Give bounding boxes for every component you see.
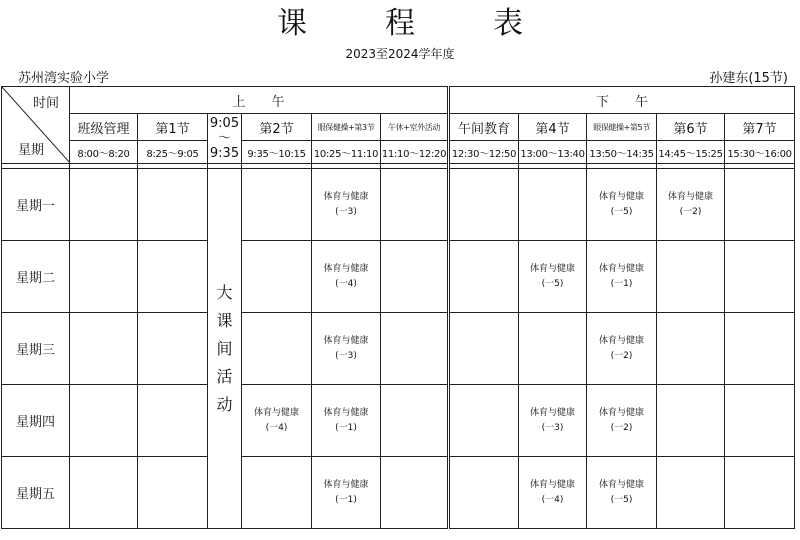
timetable bbox=[1, 86, 795, 529]
lesson-class: (一5) bbox=[610, 206, 633, 217]
school-year: 2023至2024学年度 bbox=[345, 47, 455, 61]
weekday-row bbox=[2, 385, 795, 457]
period-time: 10:25～11:10 bbox=[312, 141, 381, 164]
lesson-cell bbox=[70, 313, 138, 385]
lesson-cell bbox=[381, 457, 449, 529]
period-time: 13:50～14:35 bbox=[587, 141, 657, 164]
lesson-cell bbox=[242, 169, 312, 241]
break-time-end: 9:35 bbox=[209, 146, 240, 161]
period-name: 第2节 bbox=[242, 114, 312, 141]
lesson-cell bbox=[587, 457, 657, 529]
break-activity-char: 大 bbox=[216, 282, 233, 302]
break-activity-char: 课 bbox=[216, 310, 233, 330]
lesson-cell bbox=[381, 385, 449, 457]
corner-time-label: 时间 bbox=[32, 96, 59, 111]
lesson-cell bbox=[587, 169, 657, 241]
lesson-cell bbox=[725, 169, 795, 241]
period-time: 13:00～13:40 bbox=[519, 141, 587, 164]
lesson-cell bbox=[70, 385, 138, 457]
lesson-class: (一1) bbox=[335, 422, 357, 433]
morning-header: 上 午 bbox=[70, 87, 449, 114]
weekday-label: 星期二 bbox=[2, 241, 70, 313]
lesson-subject: 体育与健康 bbox=[323, 479, 369, 490]
lesson-class: (一3) bbox=[541, 422, 564, 433]
lesson-subject: 体育与健康 bbox=[530, 263, 576, 274]
lesson-cell bbox=[242, 385, 312, 457]
weekday-row bbox=[2, 313, 795, 385]
lesson-subject: 体育与健康 bbox=[530, 479, 576, 490]
lesson-cell bbox=[519, 457, 587, 529]
break-activity-char: 动 bbox=[216, 394, 233, 414]
lesson-cell bbox=[449, 385, 519, 457]
lesson-cell bbox=[725, 457, 795, 529]
lesson-subject: 体育与健康 bbox=[599, 263, 645, 274]
lesson-cell bbox=[449, 169, 519, 241]
lesson-cell bbox=[381, 169, 449, 241]
day-rows bbox=[2, 169, 795, 529]
period-name: 班级管理 bbox=[70, 114, 138, 141]
period-name: 第1节 bbox=[138, 114, 208, 141]
lesson-class: (一2) bbox=[679, 206, 702, 217]
lesson-cell bbox=[242, 457, 312, 529]
lesson-cell bbox=[242, 241, 312, 313]
lesson-subject: 体育与健康 bbox=[253, 407, 299, 418]
break-time bbox=[208, 114, 242, 164]
lesson-class: (一2) bbox=[610, 350, 633, 361]
period-name: 第4节 bbox=[519, 114, 587, 141]
title-char-1: 课 bbox=[277, 6, 307, 41]
lesson-class: (一4) bbox=[541, 494, 564, 505]
lesson-subject: 体育与健康 bbox=[530, 407, 576, 418]
lesson-cell bbox=[312, 241, 381, 313]
lesson-cell bbox=[312, 313, 381, 385]
weekday-label: 星期三 bbox=[2, 313, 70, 385]
lesson-class: (一1) bbox=[610, 278, 633, 289]
lesson-cell bbox=[449, 241, 519, 313]
lesson-class: (一5) bbox=[541, 278, 564, 289]
break-time-start: 9:05 bbox=[209, 116, 240, 131]
lesson-cell bbox=[725, 313, 795, 385]
lesson-class: (一4) bbox=[335, 278, 357, 289]
lesson-subject: 体育与健康 bbox=[599, 191, 645, 202]
lesson-cell bbox=[312, 457, 381, 529]
lesson-cell bbox=[138, 241, 208, 313]
period-name: 午间教育 bbox=[449, 114, 519, 141]
lesson-cell bbox=[657, 457, 725, 529]
title-char-3: 表 bbox=[493, 6, 523, 41]
lesson-subject: 体育与健康 bbox=[599, 479, 645, 490]
lesson-class: (一3) bbox=[335, 350, 357, 361]
break-activity-char: 间 bbox=[216, 338, 233, 358]
weekday-label: 星期四 bbox=[2, 385, 70, 457]
period-time: 8:25～9:05 bbox=[138, 141, 208, 164]
lesson-cell bbox=[519, 313, 587, 385]
lesson-class: (一5) bbox=[610, 494, 633, 505]
lesson-class: (一1) bbox=[335, 494, 357, 505]
corner-cell bbox=[2, 87, 70, 164]
lesson-cell bbox=[70, 457, 138, 529]
weekday-row bbox=[2, 241, 795, 313]
weekday-row bbox=[2, 457, 795, 529]
lesson-cell bbox=[519, 385, 587, 457]
break-activity-cell bbox=[208, 169, 242, 529]
lesson-cell bbox=[449, 457, 519, 529]
lesson-cell bbox=[587, 385, 657, 457]
lesson-class: (一3) bbox=[335, 206, 357, 217]
lesson-subject: 体育与健康 bbox=[599, 335, 645, 346]
lesson-subject: 体育与健康 bbox=[323, 191, 369, 202]
weekday-row bbox=[2, 169, 795, 241]
period-name: 第7节 bbox=[725, 114, 795, 141]
afternoon-header: 下 午 bbox=[449, 87, 795, 114]
lesson-cell bbox=[657, 313, 725, 385]
lesson-subject: 体育与健康 bbox=[599, 407, 645, 418]
break-time-tilde: ～ bbox=[217, 131, 231, 146]
lesson-class: (一4) bbox=[265, 422, 288, 433]
school-name: 苏州湾实验小学 bbox=[18, 71, 110, 86]
period-name: 第6节 bbox=[657, 114, 725, 141]
corner-weekday-label: 星期 bbox=[18, 143, 45, 158]
lesson-cell bbox=[725, 385, 795, 457]
lesson-cell bbox=[70, 241, 138, 313]
period-time: 8:00～8:20 bbox=[70, 141, 138, 164]
period-name: 午休+室外活动 bbox=[381, 114, 449, 141]
lesson-cell bbox=[587, 313, 657, 385]
lesson-cell bbox=[657, 385, 725, 457]
period-time: 9:35～10:15 bbox=[242, 141, 312, 164]
lesson-cell bbox=[242, 313, 312, 385]
period-time: 11:10～12:20 bbox=[381, 141, 449, 164]
lesson-subject: 体育与健康 bbox=[668, 191, 714, 202]
lesson-cell bbox=[138, 169, 208, 241]
lesson-cell bbox=[449, 313, 519, 385]
lesson-cell bbox=[138, 457, 208, 529]
period-name: 眼保健操+第3节 bbox=[312, 114, 381, 141]
lesson-cell bbox=[312, 385, 381, 457]
lesson-cell bbox=[312, 169, 381, 241]
lesson-cell bbox=[381, 313, 449, 385]
lesson-cell bbox=[519, 241, 587, 313]
lesson-cell bbox=[381, 241, 449, 313]
teacher-name: 孙建东(15节) bbox=[709, 71, 788, 86]
lesson-cell bbox=[138, 313, 208, 385]
period-name: 眼保健操+第5节 bbox=[587, 114, 657, 141]
lesson-class: (一2) bbox=[610, 422, 633, 433]
lesson-cell bbox=[138, 385, 208, 457]
lesson-subject: 体育与健康 bbox=[323, 263, 369, 274]
title-char-2: 程 bbox=[385, 6, 415, 41]
period-time: 15:30～16:00 bbox=[725, 141, 795, 164]
lesson-cell bbox=[70, 169, 138, 241]
lesson-cell bbox=[519, 169, 587, 241]
weekday-label: 星期五 bbox=[2, 457, 70, 529]
lesson-cell bbox=[657, 241, 725, 313]
lesson-cell bbox=[725, 241, 795, 313]
period-time: 12:30～12:50 bbox=[449, 141, 519, 164]
lesson-cell bbox=[587, 241, 657, 313]
lesson-subject: 体育与健康 bbox=[323, 407, 369, 418]
lesson-subject: 体育与健康 bbox=[323, 335, 369, 346]
weekday-label: 星期一 bbox=[2, 169, 70, 241]
break-activity-char: 活 bbox=[216, 366, 233, 386]
page-title bbox=[0, 0, 800, 40]
lesson-cell bbox=[657, 169, 725, 241]
period-time: 14:45～15:25 bbox=[657, 141, 725, 164]
